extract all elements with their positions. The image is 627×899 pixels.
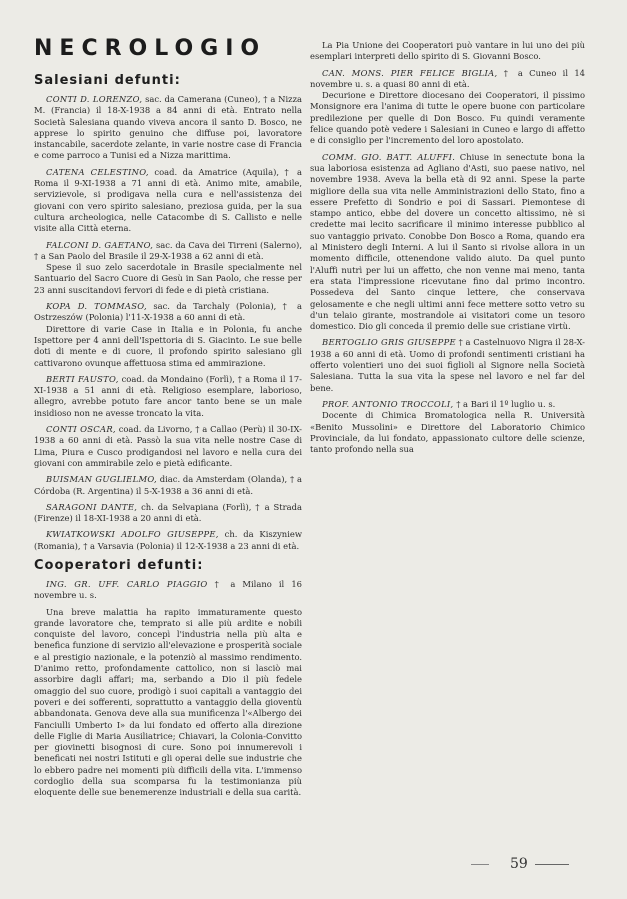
entry-text: † a Bari il 1º luglio u. s. (456, 398, 556, 409)
entry-name: CONTI D. LORENZO, (46, 94, 143, 104)
entry-text: coad. da Livorno, † a Callao (Perù) il 30-IX-1938 a 60 anni di età. Passò la sua vita nelle nostre Case di Lima, Piura e Cusco prodigandosi nel lavoro e nella cura dei giovani con ammirabile zelo e pietà edificante. (34, 424, 302, 468)
entry-text: Decurione e Direttore diocesano dei Cooperatori, il pissimo Monsignore era l'anima di tutte le opere buone con particolare predilezione per quelle di Don Bosco. Fu quindi veramente felice quando potè vedere i Salesiani in Cuneo e largo di affetto e di consiglio per l'incremento del loro apostolato. (310, 90, 585, 146)
entry-text: diac. da Amsterdam (Olanda), † a Córdoba (R. Argentina) il 5-X-1938 a 36 anni di età. (34, 474, 303, 496)
masthead: NECROLOGIO (34, 36, 267, 61)
obituary-paragraph (34, 324, 302, 369)
entry-text: † a Castelnuovo Nigra il 28-X-1938 a 60 anni di età. Uomo di profondi sentimenti cristiani ha offerto volentieri uno dei suoi figlioli al Signore nella Società Salesiana. Tutta la sua vita la spese nel lavoro e nel far del bene. (310, 337, 585, 393)
entry-text: Spese il suo zelo sacerdotale in Brasile specialmente nel Santuario del Sacro Cuore di Gesù in San Paolo, che resse per 23 anni suscitandovi fervori di fede e di pietà cristiana. (34, 262, 302, 295)
entry-name: BERTI FAUSTO, (46, 373, 119, 384)
entry-text: sac. da Cava dei Tirreni (Salerno), † a San Paolo del Brasile il 29-X-1938 a 62 anni di età. (34, 239, 302, 261)
folio-rule (471, 864, 489, 865)
left-column (34, 36, 302, 799)
folio-rule (535, 864, 569, 865)
entry-name: CAN. MONS. PIER FELICE BIGLIA, (322, 67, 498, 78)
obituary-entry (310, 68, 585, 91)
entry-name: KWIATKOWSKI ADOLFO GIUSEPPE, (46, 529, 219, 540)
entry-name: CONTI OSCAR, (46, 424, 116, 435)
entry-text: † a Milano il 16 novembre u. s. (34, 578, 302, 601)
obituary-entry (34, 424, 302, 469)
cooperatori-heading: Cooperatori defunti: (34, 557, 204, 573)
entry-name: FALCONI D. GAETANO, (46, 239, 154, 250)
obituary-paragraph (310, 40, 585, 63)
page-number: 59 (510, 856, 528, 872)
obituary-entry (34, 529, 302, 552)
entry-name: KOPA D. TOMMASO, (46, 301, 147, 312)
entry-text: coad. da Mondaino (Forlì), † a Roma il 17-XI-1938 a 51 anni di età. Religioso esemplare, laborioso, allegro, avrebbe potuto fare ancor tanto bene se un male insidioso non ne avesse troncato la vita. (34, 373, 302, 418)
obituary-entry (310, 399, 585, 410)
obituary-entry (34, 474, 302, 497)
obituary-paragraph (34, 607, 302, 799)
obituary-entry (34, 167, 302, 235)
obituary-paragraph (310, 90, 585, 146)
entry-text: sac. da Tarchaly (Polonia), † a Ostrzeszów (Polonia) l'11-X-1938 a 60 anni di età. (34, 301, 302, 323)
obituary-entry (34, 502, 302, 525)
entry-name: CATENA CELESTINO, (46, 166, 149, 177)
entry-text: ch. da Kiszyniew (Romania), † a Varsavia (Polonia) il 12-X-1938 a 23 anni di età. (34, 529, 303, 551)
entry-text: Direttore di varie Case in Italia e in Polonia, fu anche Ispettore per 4 anni dell'Ispettoria di S. Giacinto. Le sue belle doti di mente e di cuore, il profondo spirito salesiano gli cattivarono ovunque affettuosa stima ed ammirazione. (34, 323, 302, 368)
entry-name: ING. GR. UFF. CARLO PIAGGIO (46, 578, 208, 589)
entry-name: BERTOGLIO GRIS GIUSEPPE (322, 337, 456, 348)
obituary-entry (34, 240, 302, 263)
entry-name: PROF. ANTONIO TROCCOLI, (322, 398, 454, 409)
obituary-entry (310, 152, 585, 333)
obituary-entry (34, 301, 302, 324)
entry-text: Chiuse in senectute bona la sua laboriosa esistenza ad Agliano d'Asti, suo paese nativo, nel novembre 1938. Aveva la bella età di 92 anni. Spese la parte migliore della sua vita nelle Amministrazioni dello Stato, fino a essere Prefetto di Sondrio e poi di Sassari. Piemontese di stampo antico, ebbe del dovere un concetto altissimo, nè si credette mai lecito sacrificare il minimo interesse pubblico al suo vantaggio privato. Conobbe Don Bosco a Roma, quando era al Ministero degli Interni. A lui il Santo si rivolse allora in un momento difficile, ottenendone valido aiuto. Da quel punto l'Aluffi nutrì per lui un affetto, che non venne mai meno, tanta era stata l'impressione ricevutane fino dal primo incontro. Possedeva del Santo cinque lettere, che conservava gelosamente e che negli ultimi anni fece mettere sotto vetro su d'un telaio girante, mostrandole ai visitatori come un tesoro domestico. Dio gli conceda il premio delle sue cristiane virtù. (310, 151, 585, 332)
salesiani-heading: Salesiani defunti: (34, 73, 181, 88)
obituary-entry (310, 337, 585, 393)
obituary-entry (34, 579, 302, 602)
entry-name: BUISMAN GUGLIELMO, (46, 474, 157, 485)
obituary-entry (34, 94, 302, 162)
entry-text: † a Cuneo il 14 novembre u. s. a quasi 80 anni di età. (310, 67, 585, 89)
obituary-paragraph (34, 262, 302, 296)
entry-name: COMM. GIO. BATT. ALUFFI. (322, 151, 456, 162)
entry-text: sac. da Camerana (Cuneo), † a Nizza M. (Francia) il 18-X-1938 a 84 anni di età. Entrato nella Società Salesiana quando viveva ancora il santo D. Bosco, ne apprese lo spirito genuino che diffuse poi, lavoratore instancabile, sacerdote zelante, in varie nostre case di Francia e come parroco a Tunisi ed a Nizza marittima. (34, 94, 302, 161)
entry-text: La Pia Unione dei Cooperatori può vantare in lui uno dei più esemplari interpreti dello spirito di S. Giovanni Bosco. (310, 40, 585, 62)
entry-text: Una breve malattia ha rapito immaturamente questo grande lavoratore che, temprato si alle più ardite e nobili conquiste del lavoro, concepì l'industria nella più alta e benefica funzione di servizio all'elevazione e prosperità sociale e al prestigio nazionale, e la potenziò al massimo rendimento. D'animo retto, profondamente cattolico, non si lasciò mai assorbire dagli affari; ma, serbando a Dio il più fedele omaggio del suo cuore, prodigò i suoi capitali a vantaggio dei poveri e dei sofferenti, soprattutto a vantaggio della gioventù abbandonata. Genova deve alla sua munificenza l'«Albergo dei Fanciulli Umberto I» da lui fondato ed offerto alla direzione delle Figlie di Maria Ausiliatrice; Chiavari, la Colonia-Convitto per giovinetti bisognosi di cure. Sono poi innumerevoli i beneficati nei nostri Istituti e gli operai delle sue industrie che lo ebbero padre nei momenti più difficili della vita. L'immenso cordoglio della sua scomparsa fu la testimonianza più eloquente delle sue benemerenze industriali e della sua carità. (34, 606, 302, 798)
entry-text: coad. da Amatrice (Aquila), † a Roma il 9-XI-1938 a 71 anni di età. Animo mite, amabile, servizievole, si prodigava nella cura e nell'assistenza dei giovani con vero spirito salesiano, preziosa guida, per la sua cultura archeologica, nelle Catacombe di S. Callisto e nelle visite alla Città eterna. (34, 166, 303, 234)
entry-text: ch. da Selvapiana (Forlì), † a Strada (Firenze) il 18-XI-1938 a 20 anni di età. (34, 501, 302, 524)
entry-text: Docente di Chimica Bromatologica nella R. Università «Benito Mussolini» e Direttore del Laboratorio Chimico Provinciale, da lui fondato, appassionato cultore delle scienze, tanto profondo nella sua (310, 410, 585, 455)
right-column (310, 40, 585, 455)
obituary-entry (34, 374, 302, 419)
entry-name: SARAGONI DANTE, (46, 501, 138, 512)
obituary-paragraph (310, 410, 585, 455)
